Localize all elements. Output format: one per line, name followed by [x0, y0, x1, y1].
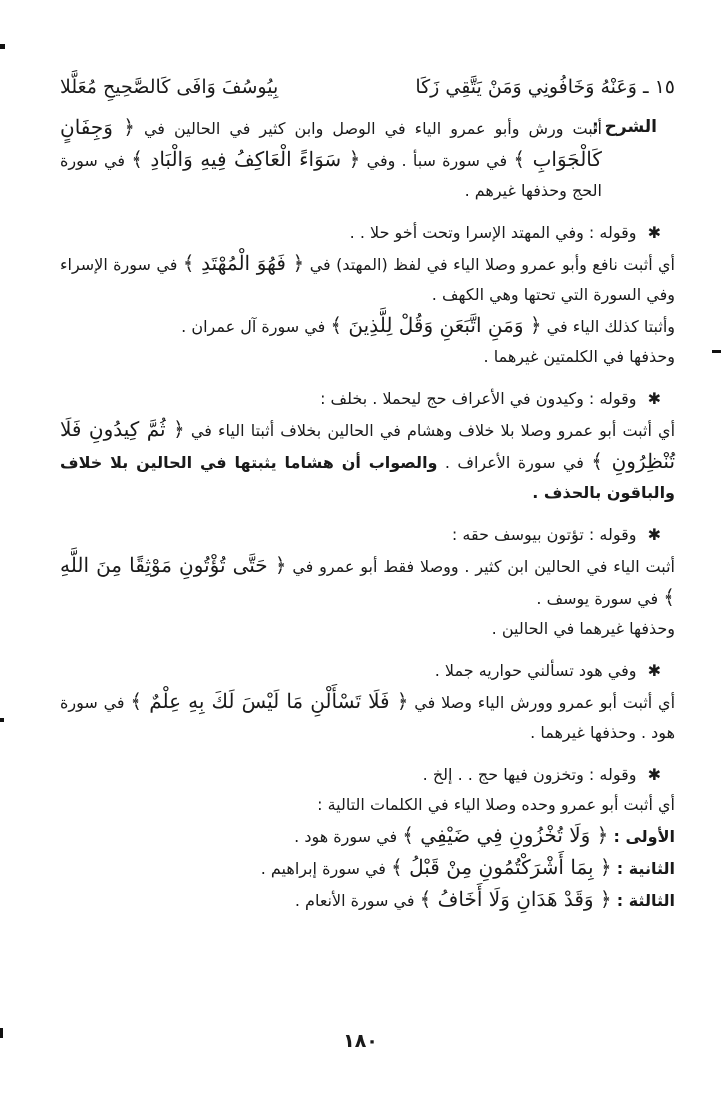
quran-quote: ﴿ بِمَا أَشْرَكْتُمُونِ مِنْ قَبْلُ ﴾ — [391, 855, 612, 879]
list-item — [60, 820, 675, 852]
list-item-label: الأولى : — [613, 827, 675, 846]
commentary-label: الشرح : — [591, 117, 657, 137]
intro-text-3: في سورة الحج وحذفها غيرهم . — [60, 151, 602, 200]
section-heading — [60, 520, 661, 550]
section-paragraph — [60, 614, 675, 644]
correction-note: والصواب أن هشاما يثبتها في الحالين بلا خلاف والباقون بالحذف . — [60, 453, 675, 502]
asterisk-icon: ✱ — [647, 525, 661, 544]
scan-edge-mark — [0, 718, 4, 722]
section-heading-text: وقوله : وتخزون فيها حج . . إلخ . — [422, 765, 637, 784]
commentary-body — [60, 112, 602, 206]
paragraph-text: أي أثبت أبو عمرو وورش الياء وصلا في — [414, 693, 676, 712]
quran-quote: ﴿ ثُمَّ كِيدُونِ فَلَا تُنْظِرُونِ ﴾ — [60, 417, 676, 473]
paragraph-text: في سورة هود . وحذفها غيرهما . — [60, 693, 675, 742]
commentary-section — [60, 112, 675, 206]
list-item — [60, 884, 675, 916]
section-heading-text: وقوله : وفي المهتد الإسرا وتحت أخو حلا . . — [349, 223, 637, 242]
quran-quote: ﴿ وَجِفَانٍ كَالْجَوَابِ ﴾ — [60, 115, 602, 171]
paragraph-text: في سورة يوسف . — [536, 589, 659, 608]
scan-edge-mark — [712, 350, 721, 353]
scan-edge-mark — [0, 44, 5, 49]
asterisk-icon: ✱ — [647, 661, 661, 680]
quran-quote: ﴿ فَلَا تَسْأَلْنِ مَا لَيْسَ لَكَ بِهِ عِلْمٌ ﴾ — [130, 689, 409, 713]
section-paragraph — [60, 790, 675, 820]
paragraph-text: أي أثبت أبو عمرو وحده وصلا الياء في الكلمات التالية : — [317, 795, 675, 814]
asterisk-icon: ✱ — [647, 389, 661, 408]
list-item — [60, 852, 675, 884]
intro-text-1: أثبت ورش وأبو عمرو الياء في الوصل وابن كثير في الحالين في — [143, 119, 602, 138]
section-block — [60, 760, 675, 916]
list-item-label: الثالثة : — [616, 891, 675, 910]
paragraph-text: في سورة آل عمران . — [181, 317, 326, 336]
asterisk-icon: ✱ — [647, 223, 661, 242]
section-paragraph — [60, 686, 675, 748]
quran-quote: ﴿ حَتَّى تُؤْتُونِ مَوْثِقًا مِنَ اللَّهِ ﴾ — [60, 553, 675, 609]
poem-verse — [60, 70, 675, 104]
paragraph-text: أي أثبت نافع وأبو عمرو وصلا الياء في لفظ (المهتد) في — [309, 255, 675, 274]
section-paragraph — [60, 414, 675, 508]
intro-paragraph — [60, 112, 602, 206]
list-item-text: في سورة الأنعام . — [294, 891, 415, 910]
paragraph-text: وحذفها غيرهما في الحالين . — [491, 619, 675, 638]
section-block — [60, 384, 675, 508]
section-heading — [60, 656, 661, 686]
paragraph-text: في سورة الأعراف . — [444, 453, 584, 472]
section-paragraph — [60, 550, 675, 614]
paragraph-text: أثبت الياء في الحالين ابن كثير . ووصلا فقط أبو عمرو في — [292, 557, 675, 576]
paragraph-text: وحذفها في الكلمتين غيرهما . — [483, 347, 675, 366]
section-paragraph — [60, 310, 675, 342]
page-content — [60, 70, 675, 916]
page-number: ١٨٠ — [343, 1030, 378, 1052]
quran-quote: ﴿ وَمَنِ اتَّبَعَنِ وَقُلْ لِلَّذِينَ ﴾ — [330, 313, 542, 337]
section-heading-text: وقوله : وكيدون في الأعراف حج ليحملا . بخلف : — [320, 389, 637, 408]
section-heading-text: وفي هود تسألني حواريه جملا . — [434, 661, 637, 680]
intro-text-2: في سورة سبأ . وفي — [366, 151, 508, 170]
paragraph-text: أي أثبت أبو عمرو وصلا بلا خلاف وهشام في الحالين بخلاف أثبتا الياء في — [190, 421, 676, 440]
section-heading — [60, 218, 661, 248]
section-heading — [60, 384, 661, 414]
list-item-text: في سورة إبراهيم . — [260, 859, 386, 878]
section-paragraph — [60, 248, 675, 310]
section-block — [60, 656, 675, 748]
verse-first-hemistich: ١٥ ـ وَعَنْهُ وَخَافُونِي وَمَنْ يَتَّقِي زَكَا — [415, 76, 675, 98]
asterisk-icon: ✱ — [647, 765, 661, 784]
paragraph-text: في سورة الإسراء وفي السورة التي تحتها وهي الكهف . — [60, 255, 675, 304]
section-heading — [60, 760, 661, 790]
section-paragraph — [60, 342, 675, 372]
section-block — [60, 218, 675, 372]
quran-quote: ﴿ وَقَدْ هَدَانِ وَلَا أَخَافُ ﴾ — [419, 887, 612, 911]
list-item-label: الثانية : — [616, 859, 675, 878]
paragraph-text: وأثبتا كذلك الياء في — [546, 317, 675, 336]
quran-quote: ﴿ سَوَاءً الْعَاكِفُ فِيهِ وَالْبَادِ ﴾ — [131, 147, 361, 171]
list-item-text: في سورة هود . — [294, 827, 398, 846]
quran-quote: ﴿ فَهُوَ الْمُهْتَدِ ﴾ — [182, 251, 305, 275]
section-heading-text: وقوله : تؤتون بيوسف حقه : — [451, 525, 637, 544]
quran-quote: ﴿ وَلَا تُخْزُونِ فِي ضَيْفِي ﴾ — [402, 823, 609, 847]
verse-second-hemistich: بِيُوسُفَ وَافَى كَالصَّحِيحِ مُعَلَّلا — [60, 76, 279, 98]
section-block — [60, 520, 675, 644]
